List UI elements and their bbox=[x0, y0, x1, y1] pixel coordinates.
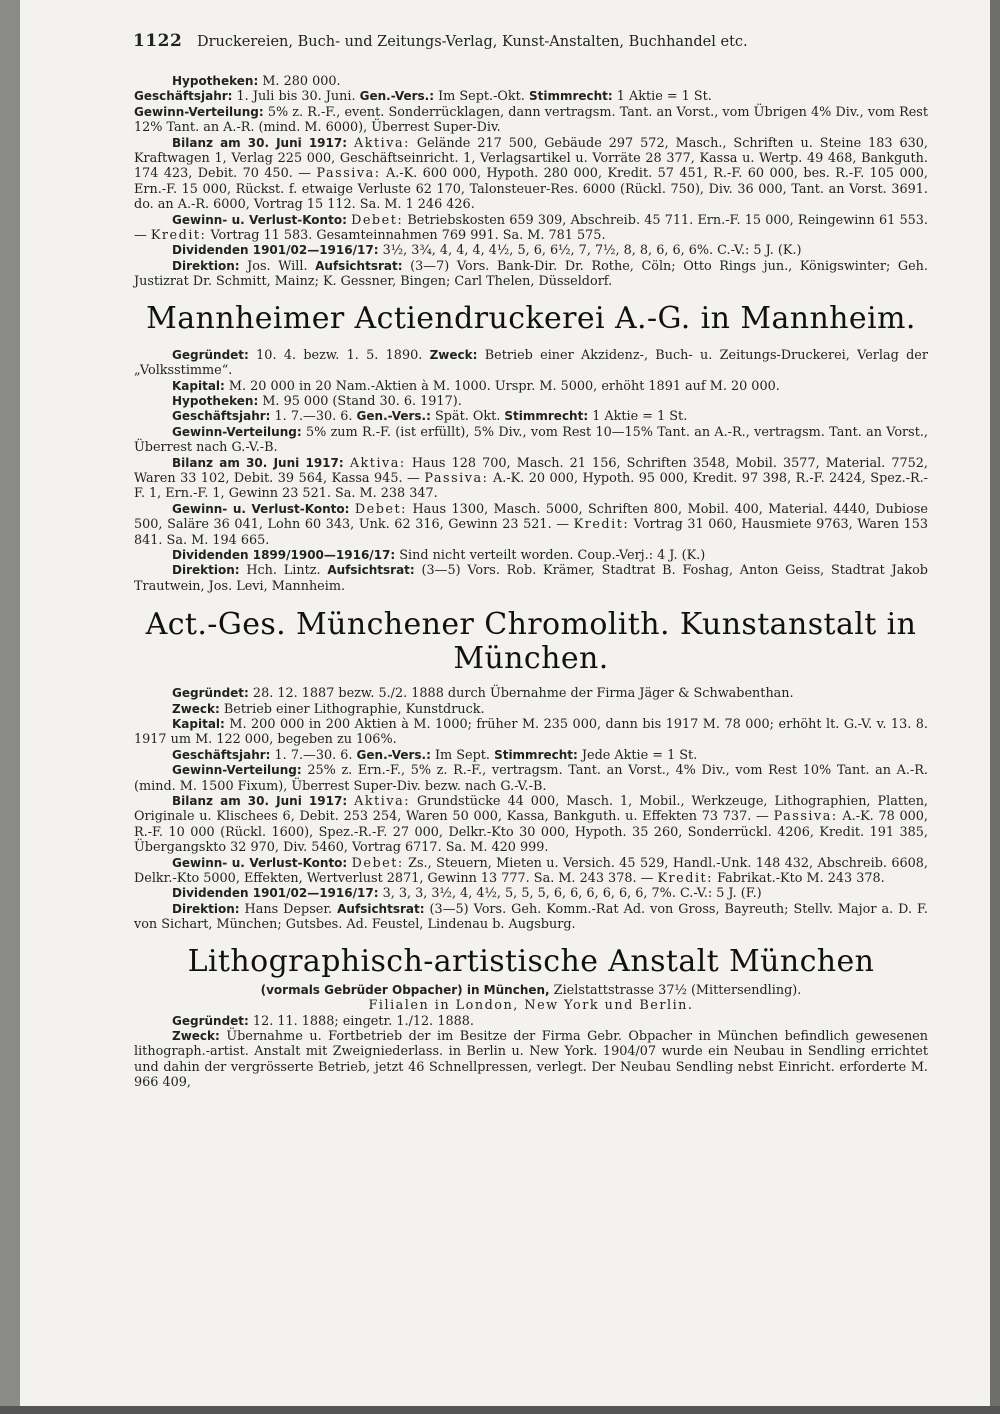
entry-subtitle: (vormals Gebrüder Obpacher) in München, Zielstattstrasse 37½ (Mittersendling). bbox=[260, 982, 802, 998]
paragraph-direktion: Direktion: Hans Depser. Aufsichtsrat: (3—5) Vors. Geh. Komm.-Rat Ad. von Gross, Bayreuth; Stellv. Major a. D. F. von Sichart, München; Gutsbes. Ad. Feustel, Lindenau b. Augsburg. bbox=[134, 901, 928, 933]
paragraph-gewinn-verlust: Gewinn- u. Verlust-Konto: Debet: Zs., Steuern, Mieten u. Versich. 45 529, Handl.-Unk. 148 432, Abschreib. 6608, Delkr.-Kto 5000, Effekten, Wertverlust 2871, Gewinn 13 777. Sa. M. 243 378. — Kredit: Fabrikat.-Kto M. 243 378. bbox=[134, 855, 928, 887]
paragraph-direktion: Direktion: Hch. Lintz. Aufsichtsrat: (3—5) Vors. Rob. Krämer, Stadtrat B. Foshag, Anton Geiss, Stadtrat Jakob Trautwein, Jos. Levi, Mannheim. bbox=[134, 563, 928, 594]
paragraph-dividenden: Dividenden 1901/02—1916/17: 3, 3, 3, 3½, 4, 4½, 5, 5, 5, 6, 6, 6, 6, 6, 6, 7%. C.-V.: 5 J. (F.) bbox=[172, 886, 762, 902]
paragraph-zweck: Zweck: Betrieb einer Lithographie, Kunstdruck. bbox=[172, 701, 485, 717]
paragraph-gegruendet: Gegründet: 10. 4. bezw. 1. 5. 1890. Zweck: Betrieb einer Akzidenz-, Buch- u. Zeitungs-Druckerei, Verlag der „Volksstimme“. bbox=[134, 347, 928, 379]
paragraph-dividenden: Dividenden 1899/1900—1916/17: Sind nicht verteilt worden. Coup.-Verj.: 4 J. (K.) bbox=[172, 547, 706, 563]
paragraph-bilanz: Bilanz am 30. Juni 1917: Aktiva: Grundstücke 44 000, Masch. 1, Mobil., Werkzeuge, Lithographien, Platten, Originale u. Klischees 6, Debit. 253 254, Waren 50 000, Kassa, Bankguth. u. Effekten 73 737. — Passiva: A.-K. 78 000, R.-F. 10 000 (Rückl. 1600), Spez.-R.-F. 27 000, Delkr.-Kto 30 000, Hypoth. 35 260, Sonderrückl. 4206, Kredit. 191 385, Übergangskto 32 970, Div. 5460, Vortrag 6717. Sa. M. 420 999. bbox=[134, 794, 928, 856]
paragraph-gewinn-verlust: Gewinn- u. Verlust-Konto: Debet: Haus 1300, Masch. 5000, Schriften 800, Mobil. 400, Material. 4440, Dubiose 500, Saläre 36 041, Lohn 60 343, Unk. 62 316, Gewinn 23 521. — Kredit: Vortrag 31 060, Hausmiete 9763, Waren 153 841. Sa. M. 194 665. bbox=[134, 501, 928, 548]
scan-right-edge bbox=[990, 0, 1000, 1414]
paragraph-gewinn-verteilung: Gewinn-Verteilung: 5% z. R.-F., event. Sonderrücklagen, dann vertragsm. Tant. an Vorst., vom Übrigen 4% Div., vom Rest 12% Tant. an A.-R. (mind. M. 6000), Überrest Super-Div. bbox=[134, 104, 928, 136]
paragraph-kapital: Kapital: M. 200 000 in 200 Aktien à M. 1000; früher M. 235 000, dann bis 1917 M. 78 000; erhöht lt. G.-V. v. 13. 8. 1917 um M. 122 000, begeben zu 106%. bbox=[134, 717, 928, 748]
paragraph-geschaeftsjahr: Geschäftsjahr: 1. 7.—30. 6. Gen.-Vers.: Spät. Okt. Stimmrecht: 1 Aktie = 1 St. bbox=[172, 409, 688, 425]
scan-left-edge bbox=[0, 0, 20, 1414]
paragraph-gewinn-verlust: Gewinn- u. Verlust-Konto: Debet: Betriebskosten 659 309, Abschreib. 45 711. Ern.-F. 15 000, Reingewinn 61 553. — Kredit: Vortrag 11 583. Gesamteinnahmen 769 991. Sa. M. 781 575. bbox=[134, 212, 928, 244]
entry-continued bbox=[134, 74, 928, 290]
entry-chromolith bbox=[134, 686, 928, 933]
paragraph-dividenden: Dividenden 1901/02—1916/17: 3½, 3¾, 4, 4, 4, 4½, 5, 6, 6½, 7, 7½, 8, 8, 6, 6, 6%. C.-V.: 5 J. (K.) bbox=[172, 243, 802, 259]
paragraph-hypotheken: Hypotheken: M. 95 000 (Stand 30. 6. 1917). bbox=[172, 393, 462, 409]
paragraph-gewinn-verteilung: Gewinn-Verteilung: 5% zum R.-F. (ist erfüllt), 5% Div., vom Rest 10—15% Tant. an A.-R., vertragsm. Tant. an Vorst., Überrest nach G.-V.-B. bbox=[134, 424, 928, 456]
entry-filialen: Filialen in London, New York und Berlin. bbox=[368, 998, 694, 1014]
paragraph-direktion: Direktion: Jos. Will. Aufsichtsrat: (3—7) Vors. Bank-Dir. Dr. Rothe, Cöln; Otto Rings jun., Königswinter; Geh. Justizrat Dr. Schmitt, Mainz; K. Gessner, Bingen; Carl Thelen, Düsseldorf. bbox=[134, 258, 928, 290]
entry-obpacher bbox=[134, 983, 928, 1091]
paragraph-bilanz: Bilanz am 30. Juni 1917: Aktiva: Haus 128 700, Masch. 21 156, Schriften 3548, Mobil. 3577, Material. 7752, Waren 33 102, Debit. 39 564, Kassa 945. — Passiva: A.-K. 20 000, Hypoth. 95 000, Kredit. 97 398, R.-F. 2424, Spez.-R.-F. 1, Ern.-F. 1, Gewinn 23 521. Sa. M. 238 347. bbox=[134, 455, 928, 502]
paragraph-geschaeftsjahr: Geschäftsjahr: 1. Juli bis 30. Juni. Gen.-Vers.: Im Sept.-Okt. Stimmrecht: 1 Aktie = 1 St. bbox=[134, 89, 712, 105]
paragraph-bilanz: Bilanz am 30. Juni 1917: Aktiva: Gelände 217 500, Gebäude 297 572, Masch., Schriften u. Steine 183 630, Kraftwagen 1, Verlag 225 000, Geschäftseinricht. 1, Verlagsartikel u. Vorräte 28 377, Kassa u. Wertp. 49 468, Bankguth. 174 423, Debit. 70 450. — Passiva: A.-K. 600 000, Hypoth. 280 000, Kredit. 57 451, R.-F. 60 000, bes. R.-F. 105 000, Ern.-F. 15 000, Rückst. f. etwaige Verluste 62 170, Talonsteuer-Res. 6000 (Rückl. 750), Div. 36 000, Tant. an Vorst. 3691. do. an A.-R. 6000, Vortrag 15 112. Sa. M. 1 246 426. bbox=[134, 135, 928, 213]
scan-bottom-edge bbox=[0, 1406, 1000, 1414]
paragraph-zweck: Zweck: Übernahme u. Fortbetrieb der im Besitze der Firma Gebr. Obpacher in München befindlich gewesenen lithograph.-artist. Anstalt mit Zweigniederlass. in Berlin u. New York. 1904/07 wurde ein Neubau in Sendling errichtet und dahin der vergrösserte Betrieb, jetzt 46 Schnellpressen, verlegt. Der Neubau Sendling nebst Einricht. erforderte M. 966 409, bbox=[134, 1028, 928, 1091]
running-title: Druckereien, Buch- und Zeitungs-Verlag, Kunst-Anstalten, Buchhandel etc. bbox=[196, 34, 748, 50]
paragraph-hypotheken: Hypotheken: M. 280 000. bbox=[172, 74, 341, 89]
running-header bbox=[133, 31, 933, 51]
page-body bbox=[134, 74, 928, 1091]
entry-mannheimer bbox=[134, 348, 928, 595]
paragraph-gewinn-verteilung: Gewinn-Verteilung: 25% z. Ern.-F., 5% z. R.-F., vertragsm. Tant. an Vorst., 4% Div., vom Rest 10% Tant. an A.-R. (mind. M. 1500 Fixum), Überrest Super-Div. bezw. nach G.-V.-B. bbox=[134, 763, 928, 794]
paragraph-geschaeftsjahr: Geschäftsjahr: 1. 7.—30. 6. Gen.-Vers.: Im Sept. Stimmrecht: Jede Aktie = 1 St. bbox=[172, 747, 698, 763]
paragraph-gegruendet: Gegründet: 12. 11. 1888; eingetr. 1./12. 1888. bbox=[172, 1013, 474, 1029]
paragraph-gegruendet: Gegründet: 28. 12. 1887 bezw. 5./2. 1888 durch Übernahme der Firma Jäger & Schwabenthan. bbox=[172, 686, 794, 702]
page-number: 1122 bbox=[133, 31, 183, 51]
entry-title-mannheimer: Mannheimer Actiendruckerei A.-G. in Mannheim. bbox=[146, 300, 916, 336]
paragraph-kapital: Kapital: M. 20 000 in 20 Nam.-Aktien à M. 1000. Urspr. M. 5000, erhöht 1891 auf M. 20 000. bbox=[172, 378, 780, 394]
entry-title-chromolith: Act.-Ges. Münchener Chromolith. Kunstanstalt in München. bbox=[145, 607, 917, 677]
entry-title-obpacher: Lithographisch-artistische Anstalt München bbox=[187, 943, 875, 979]
